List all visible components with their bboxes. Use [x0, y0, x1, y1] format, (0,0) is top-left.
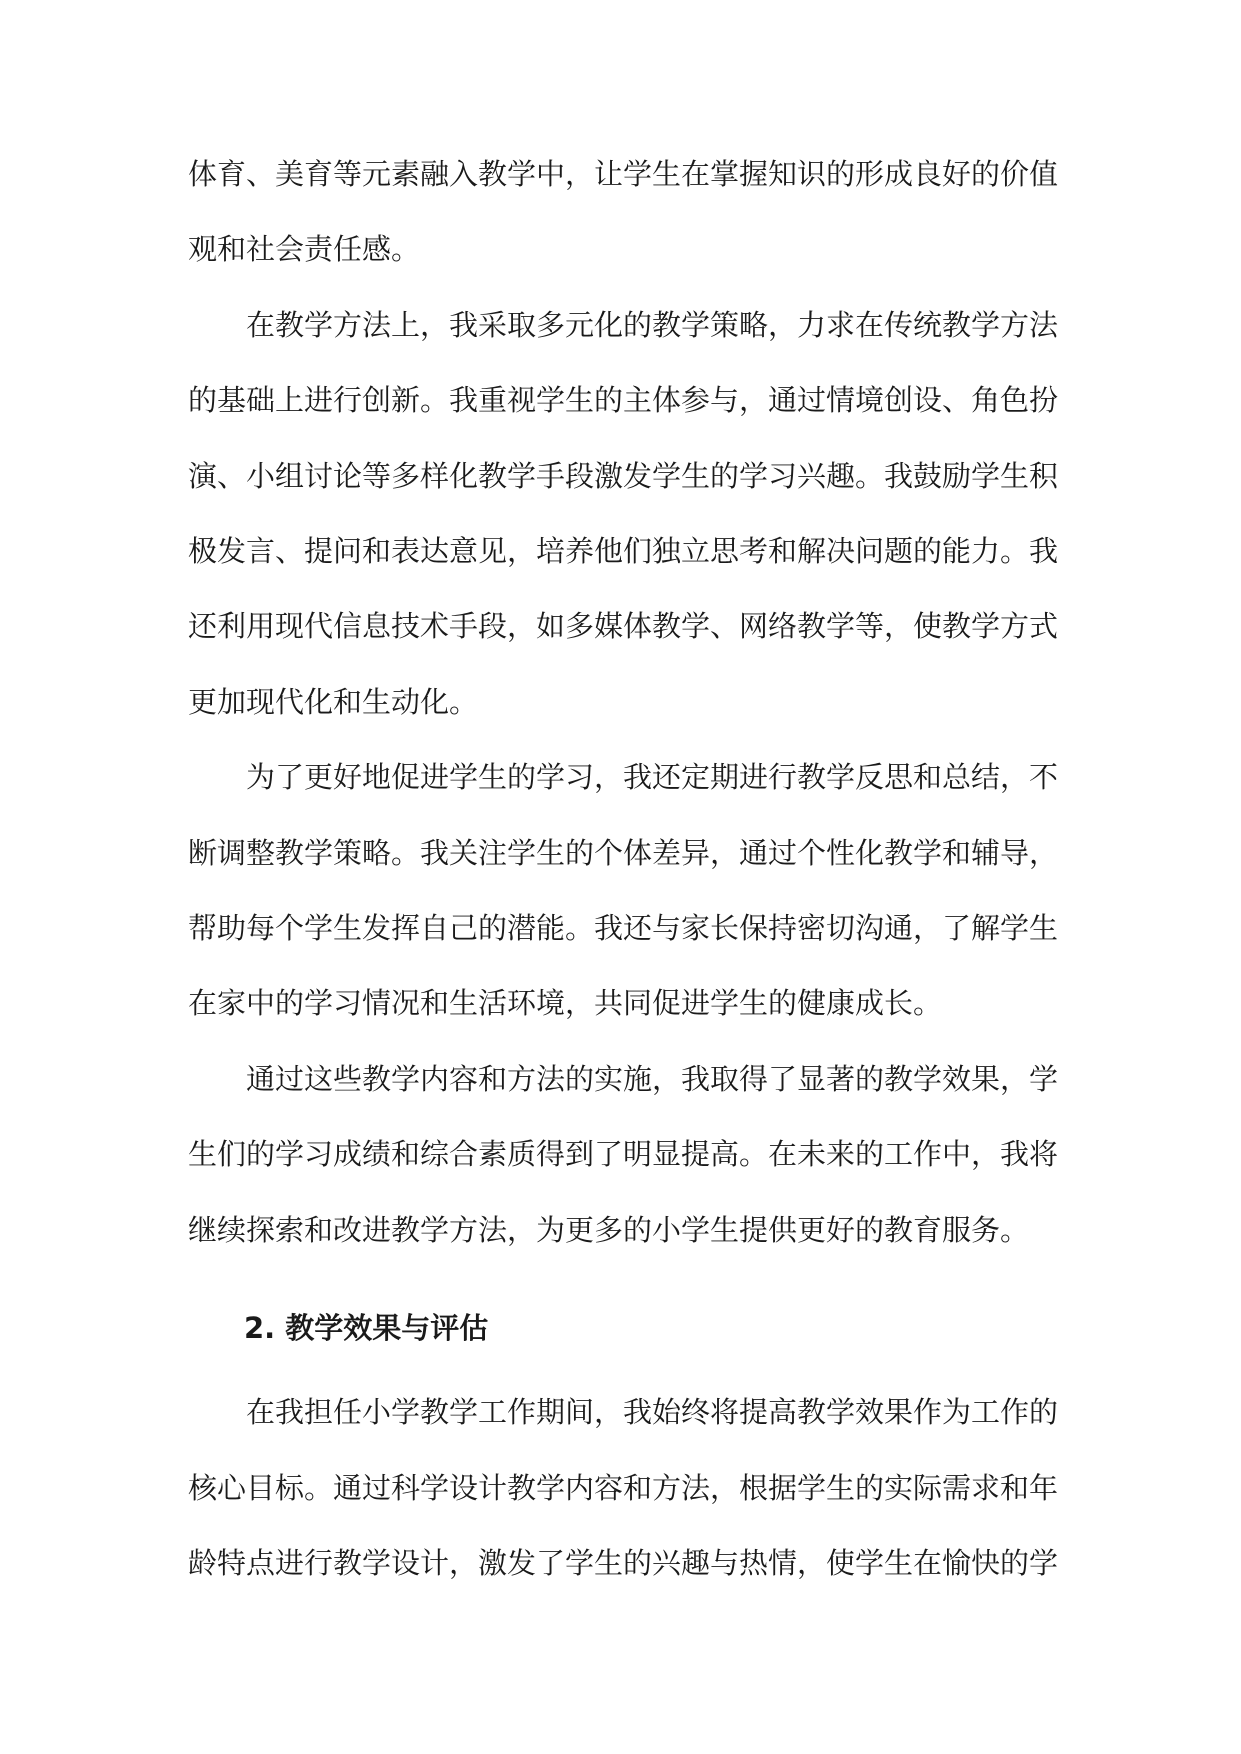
text-line: 演、小组讨论等多样化教学手段激发学生的学习兴趣。我鼓励学生积	[188, 459, 1059, 493]
text-line: 在家中的学习情况和生活环境，共同促进学生的健康成长。	[188, 986, 943, 1020]
text-line: 龄特点进行教学设计，激发了学生的兴趣与热情，使学生在愉快的学	[188, 1546, 1059, 1580]
text-line: 核心目标。通过科学设计教学内容和方法，根据学生的实际需求和年	[188, 1471, 1059, 1505]
text-line: 极发言、提问和表达意见，培养他们独立思考和解决问题的能力。我	[188, 534, 1059, 568]
text-line: 生们的学习成绩和综合素质得到了明显提高。在未来的工作中，我将	[188, 1137, 1059, 1171]
text-line: 为了更好地促进学生的学习，我还定期进行教学反思和总结，不	[246, 760, 1059, 794]
text-line: 的基础上进行创新。我重视学生的主体参与，通过情境创设、角色扮	[188, 383, 1059, 417]
text-line: 在教学方法上，我采取多元化的教学策略，力求在传统教学方法	[246, 308, 1059, 342]
text-line: 继续探索和改进教学方法，为更多的小学生提供更好的教育服务。	[188, 1213, 1030, 1247]
text-line: 观和社会责任感。	[188, 232, 421, 266]
text-line: 还利用现代信息技术手段，如多媒体教学、网络教学等，使教学方式	[188, 609, 1059, 643]
text-line: 体育、美育等元素融入教学中，让学生在掌握知识的形成良好的价值	[188, 157, 1059, 191]
text-line: 通过这些教学内容和方法的实施，我取得了显著的教学效果，学	[246, 1062, 1059, 1096]
text-line: 更加现代化和生动化。	[188, 685, 479, 719]
text-line: 帮助每个学生发挥自己的潜能。我还与家长保持密切沟通，了解学生	[188, 911, 1059, 945]
section-heading: 2. 教学效果与评估	[244, 1311, 489, 1345]
text-line: 在我担任小学教学工作期间，我始终将提高教学效果作为工作的	[246, 1395, 1059, 1429]
text-line: 断调整教学策略。我关注学生的个体差异，通过个性化教学和辅导，	[188, 836, 1059, 870]
